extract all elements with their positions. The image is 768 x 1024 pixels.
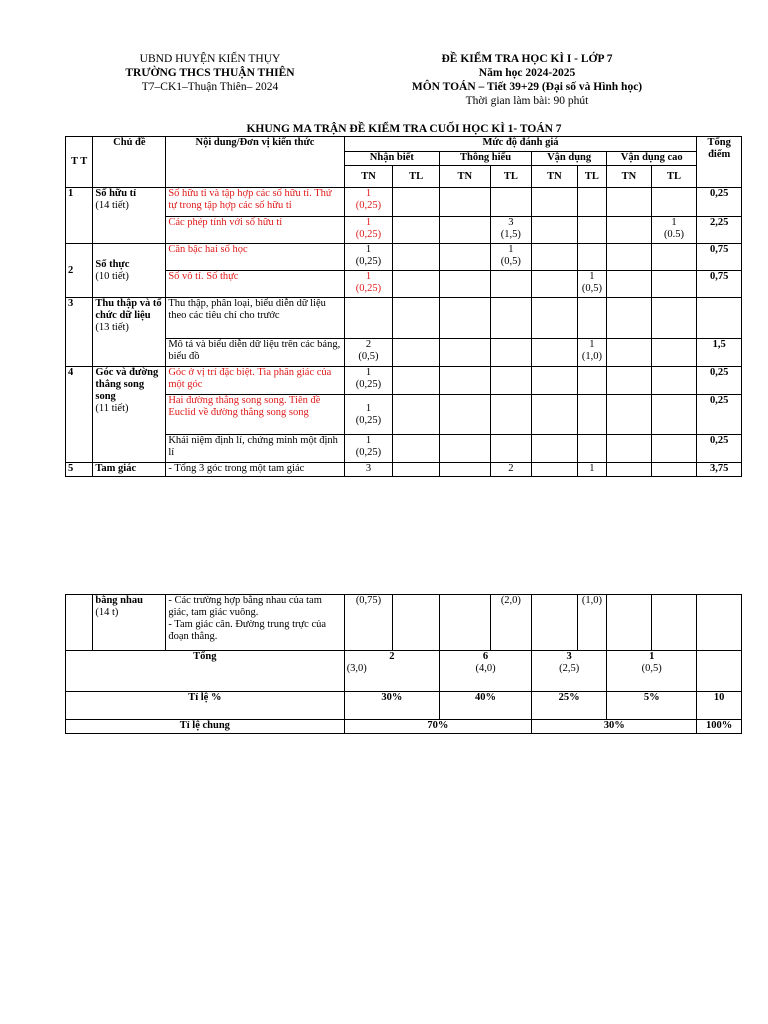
th-tl-cell: 1 (0,5) [490, 244, 532, 271]
header-chu-de: Chủ đề [93, 137, 166, 188]
content-cell: Góc ở vị trí đặc biệt. Tia phân giác của một góc [166, 367, 344, 395]
header-th-tn: TN [439, 166, 490, 188]
ti-le-chung-total: 100% [697, 720, 742, 734]
header-tt: T T [66, 137, 93, 188]
ti-le-nb: 30% [344, 692, 439, 720]
header-nb-tl: TL [393, 166, 440, 188]
topic-cell: Góc và đường thẳng song song (11 tiết) [93, 367, 166, 463]
th-tl-pts: (2,0) [490, 595, 532, 651]
header-right [382, 52, 672, 108]
table-row [66, 188, 742, 217]
table-row [66, 595, 742, 651]
school-year: Năm học 2024-2025 [478, 67, 576, 79]
ti-le-chung-row [66, 720, 742, 734]
topic-number: 5 [66, 463, 93, 477]
content-cell: Số hữu tỉ và tập hợp các số hữu tỉ. Thứ tự trong tập hợp các số hữu tỉ [166, 188, 344, 217]
vdc-tl-cell: 1 (0.5) [651, 217, 697, 244]
tong-vdc: 1 (0,5) [607, 651, 697, 692]
table-row [66, 395, 742, 435]
vd-tl-pts: (1,0) [577, 595, 606, 651]
vd-tl-cell: 1 [577, 463, 606, 477]
content-cell: Số vô tỉ. Số thực [166, 271, 344, 298]
header-th-tl: TL [490, 166, 532, 188]
topic-cell: Số hữu tỉ (14 tiết) [93, 188, 166, 244]
topic-cell: Thu thập và tổ chức dữ liệu (13 tiết) [93, 298, 166, 367]
content-cell: Mô tả và biểu diễn dữ liệu trên các bảng, biểu đồ [166, 339, 344, 367]
content-cell: Khái niệm định lí, chứng minh một định lí [166, 435, 344, 463]
header-muc-do: Mức độ đánh giá [344, 137, 697, 152]
header-van-dung-cao: Vận dụng cao [607, 152, 697, 166]
tong-th: 6 (4,0) [439, 651, 531, 692]
table-row [66, 217, 742, 244]
vd-tl-cell: 1 (1,0) [577, 339, 606, 367]
content-cell: Hai đường thẳng song song. Tiên đề Euclid về đường thẳng song song [166, 395, 344, 435]
header-left [108, 52, 312, 94]
topic-number: 2 [66, 244, 93, 298]
subject-line: MÔN TOÁN – Tiết 39+29 (Đại số và Hình học) [411, 81, 643, 93]
ti-le-vdc: 5% [607, 692, 697, 720]
total-cell: 0,25 [697, 395, 742, 435]
topic-name: Tam giác [93, 463, 166, 477]
doc-code: T7–CK1–Thuận Thiên– 2024 [141, 81, 279, 93]
nb-tn-cell: 1 (0,25) [344, 367, 393, 395]
header-vdc-tl: TL [651, 166, 697, 188]
nb-tn-cell: 1 (0,25) [344, 271, 393, 298]
ti-le-chung-label: Tỉ lệ chung [66, 720, 345, 734]
table-row [66, 339, 742, 367]
matrix-table-part2 [65, 594, 742, 734]
table-row [66, 367, 742, 395]
total-cell: 0,25 [697, 188, 742, 217]
exam-title: ĐỀ KIỂM TRA HỌC KÌ I - LỚP 7 [441, 53, 613, 65]
topic-number: 3 [66, 298, 93, 367]
total-cell: 0,75 [697, 244, 742, 271]
district-name: UBND HUYỆN KIẾN THỤY [139, 53, 281, 65]
topic-cell: Số thực (10 tiết) [93, 244, 166, 298]
school-name: TRƯỜNG THCS THUẬN THIÊN [125, 67, 295, 79]
tong-row [66, 651, 742, 692]
header-vdc-tn: TN [607, 166, 652, 188]
matrix-title: KHUNG MA TRẬN ĐỀ KIỂM TRA CUỐI HỌC KÌ 1- TOÁN 7 [246, 123, 562, 135]
matrix-table-part1 [65, 136, 742, 477]
nb-tn-cell: 1 (0,25) [344, 244, 393, 271]
nb-tn-cell: 1 (0,25) [344, 217, 393, 244]
table-row [66, 435, 742, 463]
vd-tl-cell: 1 (0,5) [577, 271, 606, 298]
ti-le-row [66, 692, 742, 720]
table-row [66, 463, 742, 477]
topic-number: 1 [66, 188, 93, 244]
total-cell: 0,75 [697, 271, 742, 298]
tong-vd: 3 (2,5) [532, 651, 607, 692]
content-cell: Căn bậc hai số học [166, 244, 344, 271]
header-noi-dung: Nội dung/Đơn vị kiến thức [166, 137, 344, 188]
nb-tn-cell: 1 (0,25) [344, 435, 393, 463]
content-cell: Thu thập, phân loại, biểu diễn dữ liệu theo các tiêu chí cho trước [166, 298, 344, 339]
ti-le-vd: 25% [532, 692, 607, 720]
ti-le-th: 40% [439, 692, 531, 720]
duration: Thời gian làm bài: 90 phút [465, 95, 589, 107]
nb-tn-cell: 1 (0,25) [344, 188, 393, 217]
table-row [66, 298, 742, 339]
tong-label: Tổng [66, 651, 345, 692]
nb-tn-cell: 1 (0,25) [344, 395, 393, 435]
header-vd-tl: TL [577, 166, 606, 188]
ti-le-label: Tỉ lệ % [66, 692, 345, 720]
total-cell: 0,25 [697, 367, 742, 395]
total-cell: 1,5 [697, 339, 742, 367]
nb-tn-cell: 3 [344, 463, 393, 477]
topic-number: 4 [66, 367, 93, 463]
table-row [66, 271, 742, 298]
th-tl-cell: 3 (1,5) [490, 217, 532, 244]
header-tong-diem: Tổng điểm [697, 137, 742, 188]
ti-le-total: 10 [697, 692, 742, 720]
th-tl-cell: 2 [490, 463, 532, 477]
content-cell: - Tổng 3 góc trong một tam giác [166, 463, 344, 477]
table-row [66, 244, 742, 271]
tong-nb: 2 (3,0) [344, 651, 439, 692]
header-nhan-biet: Nhận biết [344, 152, 439, 166]
header-van-dung: Vận dụng [532, 152, 607, 166]
nb-tn-cell: 2 (0,5) [344, 339, 393, 367]
content-cell-cont: - Các trường hợp bằng nhau của tam giác, tam giác vuông. - Tam giác cân. Đường trung trực của đoạn thẳng. [166, 595, 344, 651]
header-thong-hieu: Thông hiểu [439, 152, 531, 166]
nb-tn-pts: (0,75) [344, 595, 393, 651]
header-nb-tn: TN [344, 166, 393, 188]
content-cell: Các phép tính với số hữu tỉ [166, 217, 344, 244]
topic-cell-cont: bằng nhau (14 t) [93, 595, 166, 651]
header-vd-tn: TN [532, 166, 578, 188]
total-cell: 0,25 [697, 435, 742, 463]
total-cell: 2,25 [697, 217, 742, 244]
total-cell: 3,75 [697, 463, 742, 477]
ti-le-chung-b: 30% [532, 720, 697, 734]
ti-le-chung-a: 70% [344, 720, 531, 734]
